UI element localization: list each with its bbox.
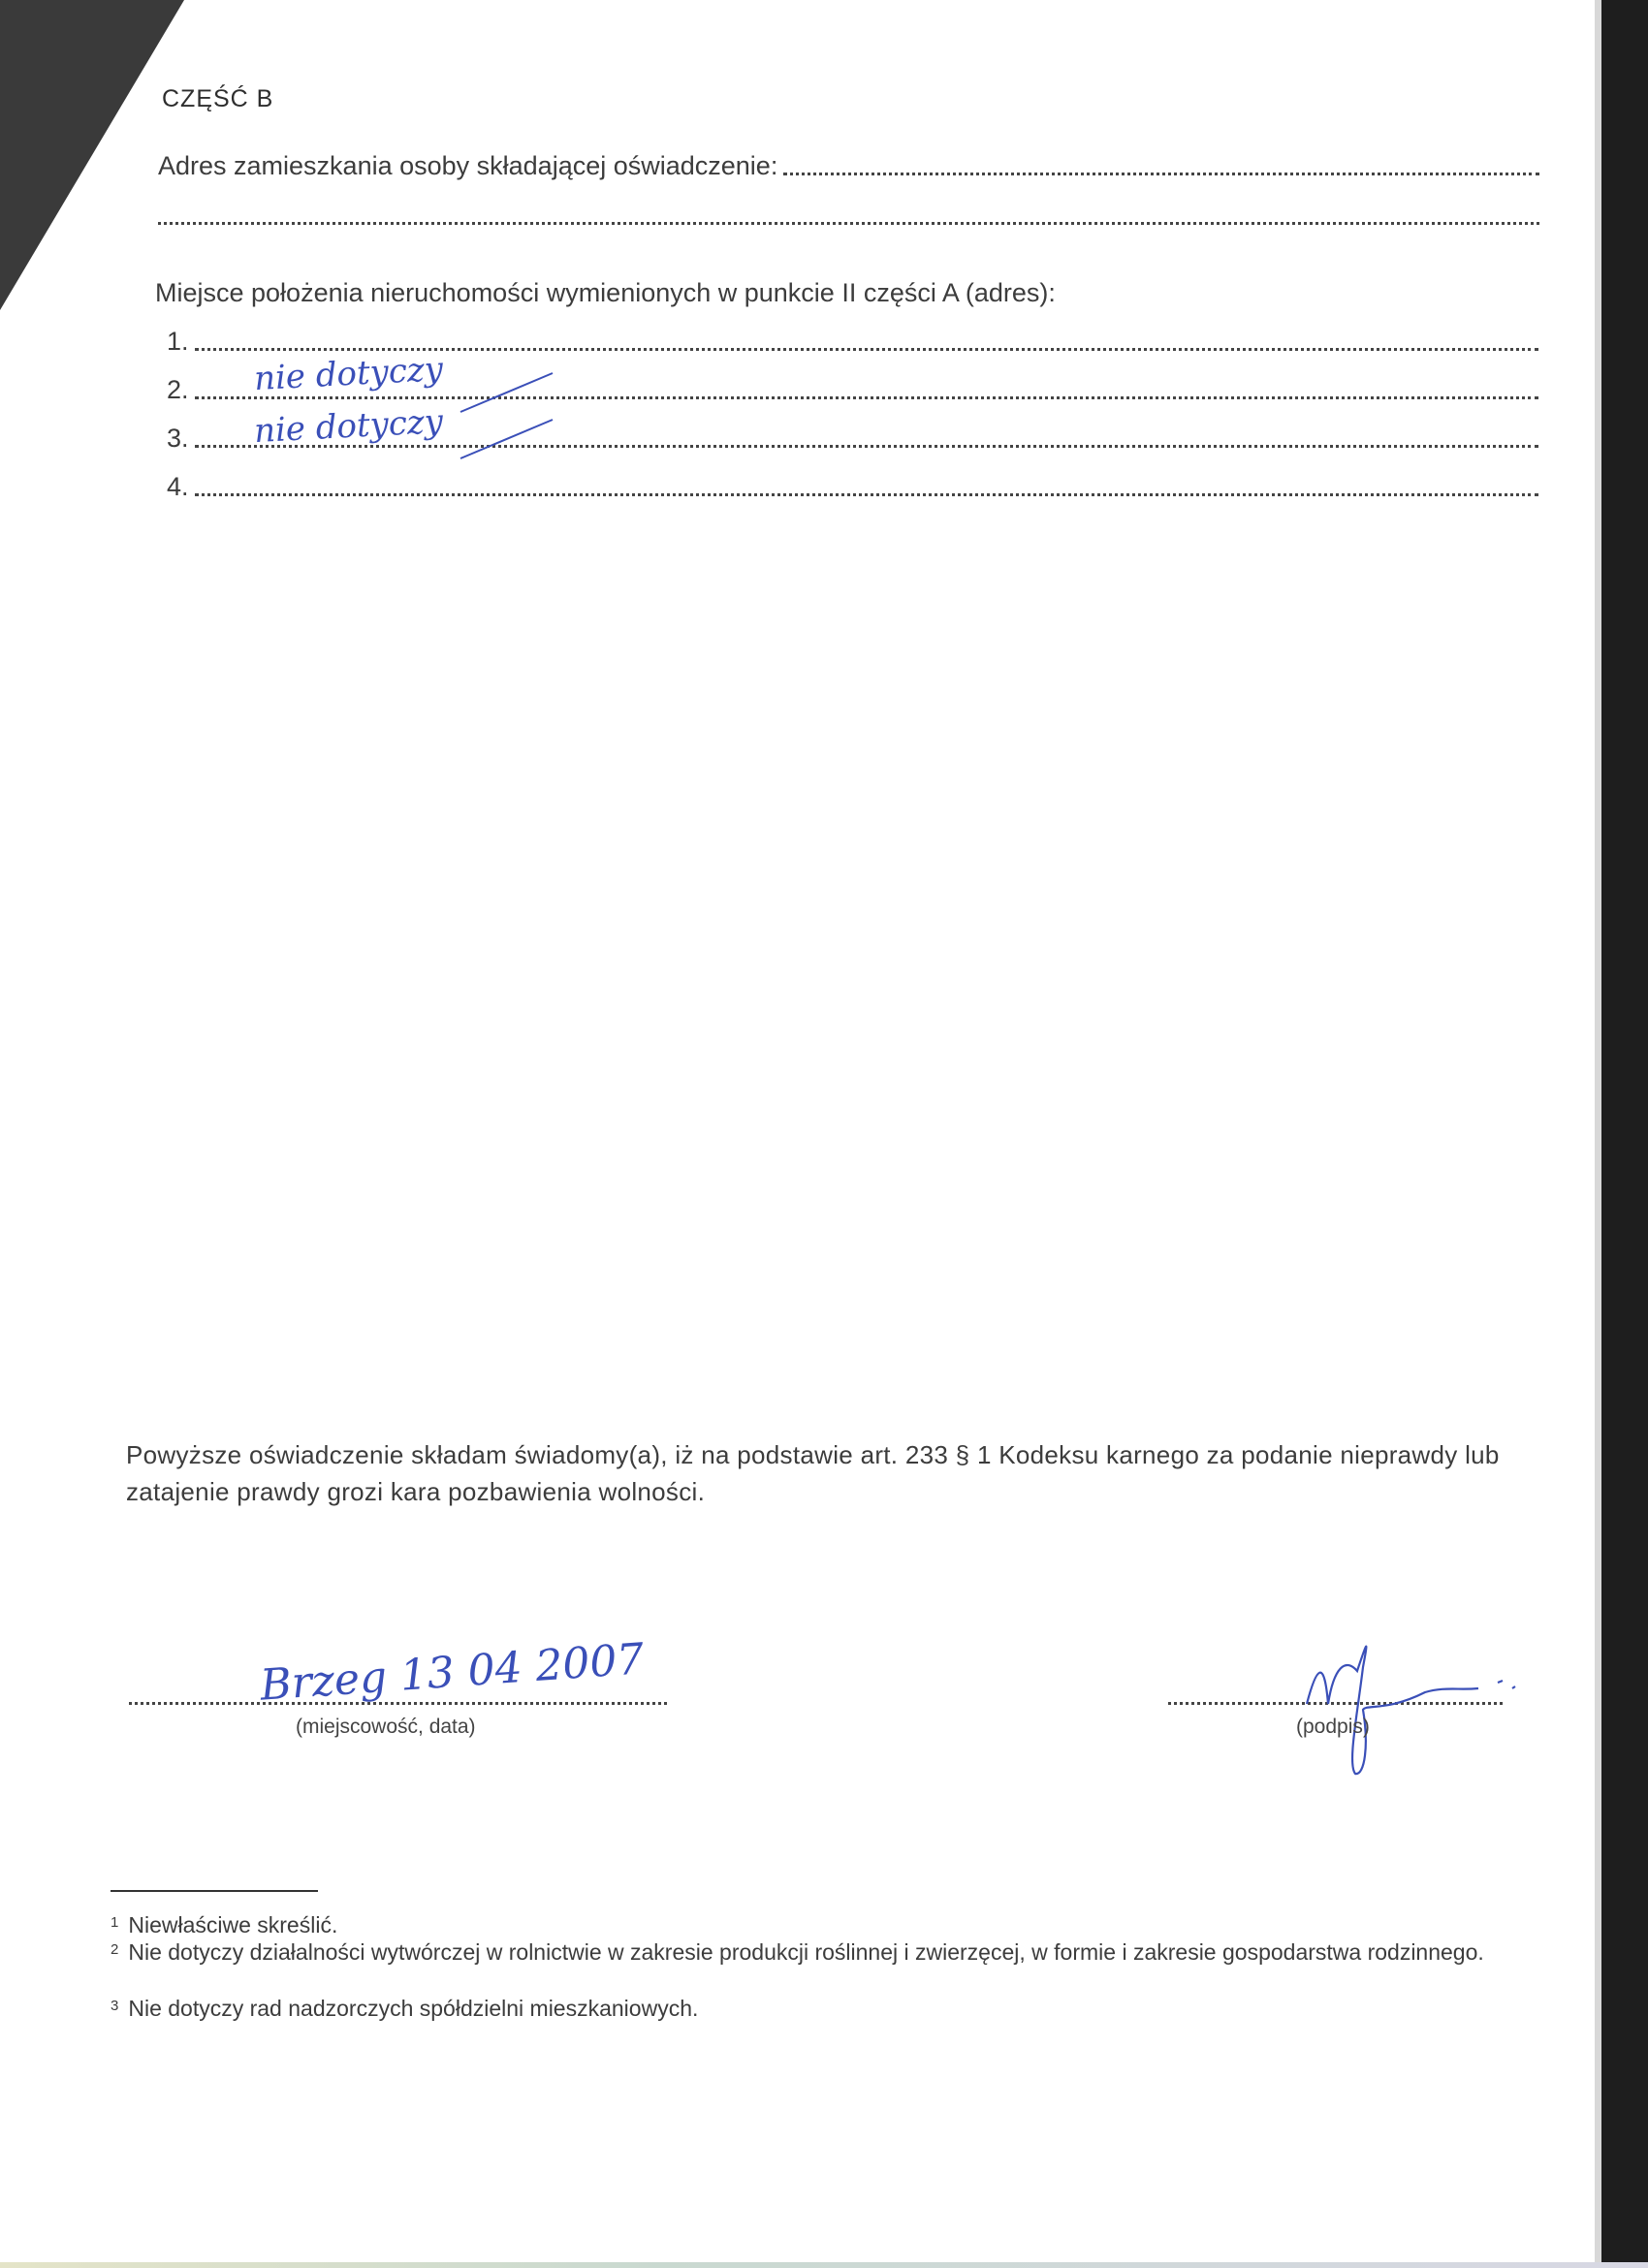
footnote-text: Nie dotyczy działalności wytwórczej w rolnictwie w zakresie produkcji roślinnej i zwierzęcej, w formie i zakresie gospodarstwa rodzinnego.: [128, 1939, 1484, 1965]
handwritten-slash-3: [456, 415, 562, 463]
address-label: Adres zamieszkania osoby składającej oświadczenie:: [158, 151, 778, 180]
section-title: CZĘŚĆ B: [162, 85, 274, 112]
scan-edge: [1601, 0, 1648, 2268]
scan-bottom-edge: [0, 2262, 1648, 2268]
handwritten-entry-2: nie dotyczy: [253, 349, 444, 399]
footnote-separator: [111, 1890, 318, 1892]
legal-notice: Powyższe oświadczenie składam świadomy(a), iż na podstawie art. 233 § 1 Kodeksu karnego za podanie nieprawdy lub zatajenie prawdy grozi kara pozbawienia wolności.: [126, 1440, 1500, 1506]
address-row: [158, 151, 1539, 181]
scan-edge-shadow: [1595, 0, 1601, 2268]
handwritten-entry-3: nie dotyczy: [253, 401, 444, 452]
place-date-caption: (miejscowość, data): [296, 1716, 476, 1738]
property-number: 3.: [167, 424, 189, 453]
address-dotted-line-2: [158, 221, 1539, 225]
signature-caption: (podpis): [1296, 1716, 1370, 1738]
properties-label: Miejsce położenia nieruchomości wymienionych w punkcie II części A (adres):: [155, 278, 1056, 307]
address-dotted-line: [783, 172, 1539, 175]
handwritten-signature: [1299, 1628, 1532, 1783]
property-line-1: [167, 327, 1538, 357]
footnote-1: [111, 1911, 1506, 1938]
property-number: 1.: [167, 327, 189, 356]
properties-label-row: [155, 278, 1537, 308]
handwritten-slash-2: [456, 368, 562, 417]
footnote-3: [111, 1995, 1506, 2022]
place-date-line: [129, 1701, 667, 1705]
property-dotted-line: [195, 492, 1538, 496]
footnote-text: Nie dotyczy rad nadzorczych spółdzielni mieszkaniowych.: [128, 1996, 699, 2021]
property-number: 4.: [167, 472, 189, 501]
property-number: 2.: [167, 375, 189, 404]
property-line-4: [167, 472, 1538, 502]
property-dotted-line: [195, 347, 1538, 351]
footnote-2: [111, 1938, 1526, 1966]
footnote-text: Niewłaściwe skreślić.: [128, 1912, 338, 1937]
footnote-marker: 3: [111, 1998, 119, 2014]
property-dotted-line: [195, 444, 1538, 448]
handwritten-place-date: Brzeg 13 04 2007: [258, 1634, 646, 1711]
footnote-marker: 2: [111, 1941, 119, 1958]
property-dotted-line: [195, 395, 1538, 399]
address-row-2: [158, 211, 1539, 231]
footnote-marker: 1: [111, 1914, 119, 1931]
